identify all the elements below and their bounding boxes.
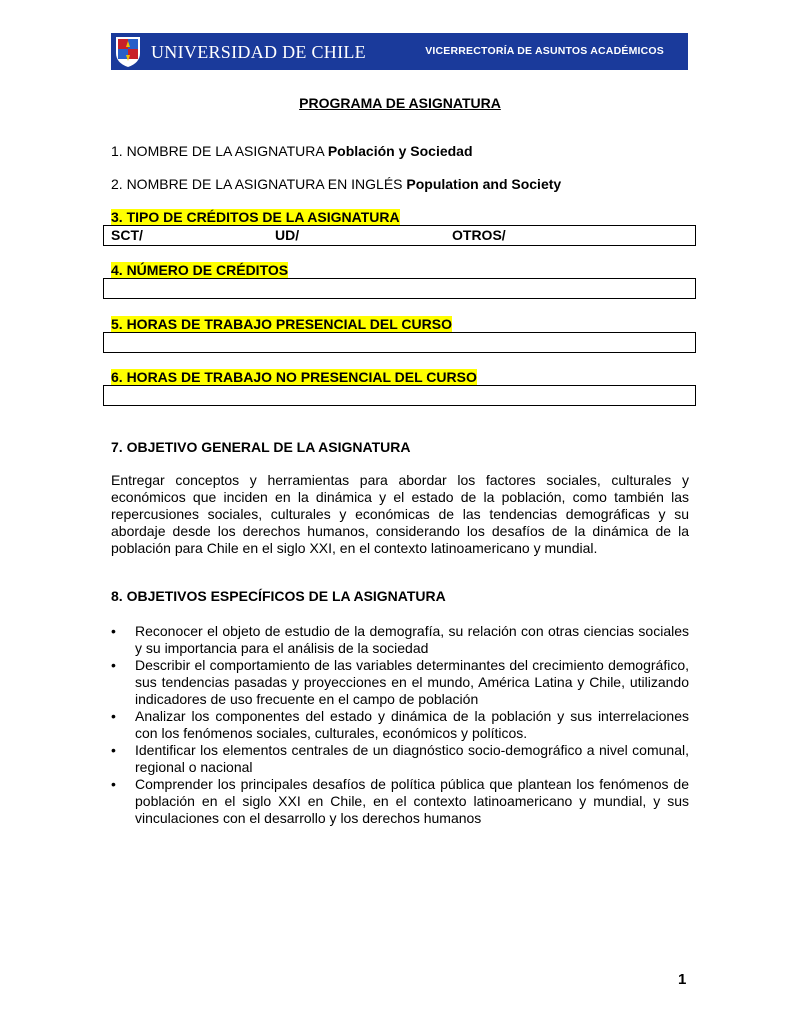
otros-label: OTROS/ [452, 227, 506, 243]
objective-text: Identificar los elementos centrales de un diagnóstico socio-demográfico a nivel comunal, regional o nacional [135, 742, 689, 775]
bullet-icon: • [111, 623, 116, 639]
general-objective-heading: 7. OBJETIVO GENERAL DE LA ASIGNATURA [111, 439, 411, 455]
credit-type-heading-text: 3. TIPO DE CRÉDITOS DE LA ASIGNATURA [111, 209, 400, 225]
credits-number-heading-text: 4. NÚMERO DE CRÉDITOS [111, 262, 289, 278]
ud-label: UD/ [275, 227, 300, 243]
presential-hours-box [103, 332, 696, 353]
bullet-icon: • [111, 657, 116, 673]
objective-text: Describir el comportamiento de las variables determinantes del crecimiento demográfico, sus tendencias pasadas y proyecciones en el mundo, América Latina y Chile, utilizando indicadores de uso frecuente en el campo de población [135, 657, 689, 707]
bullet-icon: • [111, 708, 116, 724]
course-name-english-line [111, 176, 561, 192]
bullet-icon: • [111, 742, 116, 758]
objective-text: Analizar los componentes del estado y dinámica de la población y sus interrelaciones con los fenómenos sociales, culturales, económicos y políticos. [135, 708, 689, 741]
university-name: UNIVERSIDAD DE CHILE [151, 42, 366, 62]
credits-number-heading [111, 262, 288, 278]
course-name-line [111, 143, 473, 159]
list-item [111, 776, 689, 827]
non-presential-hours-box [103, 385, 696, 406]
credit-type-box [103, 225, 696, 246]
course-name-label: 1. NOMBRE DE LA ASIGNATURA [111, 143, 324, 159]
list-item [111, 657, 689, 708]
non-presential-hours-heading [111, 369, 477, 385]
non-presential-hours-heading-text: 6. HORAS DE TRABAJO NO PRESENCIAL DEL CURSO [111, 369, 477, 385]
credit-type-heading [111, 209, 400, 225]
objective-text: Reconocer el objeto de estudio de la demografía, su relación con otras ciencias sociales y su importancia para el análisis de la sociedad [135, 623, 689, 656]
department-name: VICERRECTORÍA DE ASUNTOS ACADÉMICOS [425, 45, 664, 57]
course-name-value: Población y Sociedad [327, 143, 473, 159]
list-item [111, 623, 689, 657]
sct-label: SCT/ [111, 227, 143, 243]
credits-number-box [103, 278, 696, 299]
specific-objectives-heading: 8. OBJETIVOS ESPECÍFICOS DE LA ASIGNATURA [111, 588, 446, 604]
bullet-icon: • [111, 776, 116, 792]
specific-objectives-list [111, 623, 689, 827]
course-name-english-label: 2. NOMBRE DE LA ASIGNATURA EN INGLÉS [111, 176, 403, 192]
objective-text: Comprender los principales desafíos de política pública que plantean los fenómenos de población en el siglo XXI en Chile, en el contexto latinoamericano y mundial, y sus vinculaciones con el desarrollo y los derechos humanos [135, 776, 689, 826]
document-title: PROGRAMA DE ASIGNATURA [299, 95, 501, 111]
list-item [111, 742, 689, 776]
list-item [111, 708, 689, 742]
university-crest-icon [114, 35, 142, 68]
general-objective-text: Entregar conceptos y herramientas para abordar los factores sociales, culturales y económicos que inciden en la dinámica y el estado de la población, como también las repercusiones sociales, culturales y económicas de las tendencias demográficas y su abordaje desde los derechos humanos, considerando los desafíos de la dinámica de la población para Chile en el siglo XXI, en el contexto latinoamericano y mundial. [111, 472, 689, 556]
course-name-english-value: Population and Society [406, 176, 562, 192]
header-banner [111, 33, 688, 70]
page-number: 1 [678, 971, 687, 988]
presential-hours-heading-text: 5. HORAS DE TRABAJO PRESENCIAL DEL CURSO [111, 316, 452, 332]
presential-hours-heading [111, 316, 452, 332]
